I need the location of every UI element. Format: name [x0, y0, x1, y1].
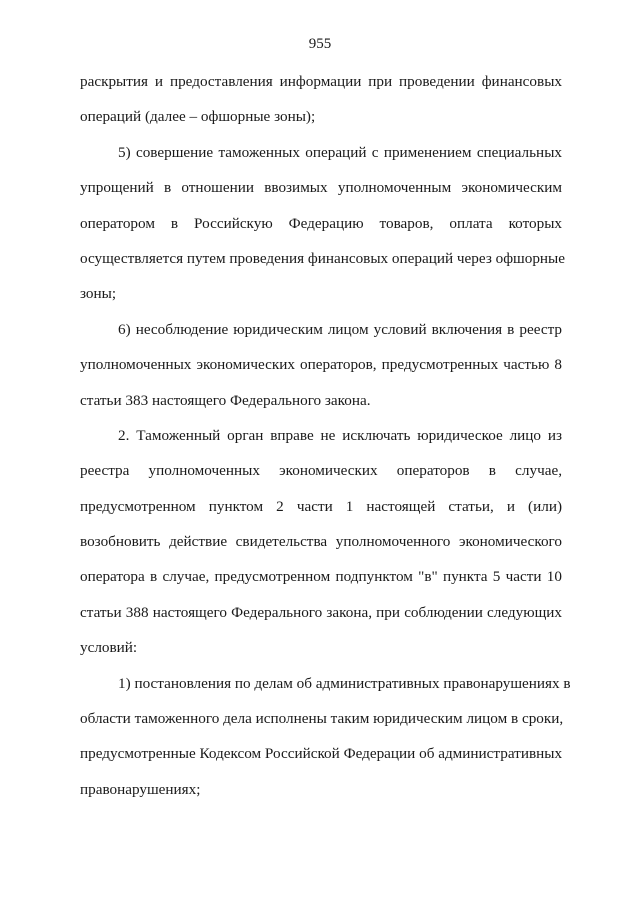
- text-line: оператора в случае, предусмотренном подпунктом "в" пункта 5 части 10: [80, 568, 562, 586]
- text-line: осуществляется путем проведения финансовых операций через офшорные: [80, 249, 565, 267]
- text-line: зоны;: [80, 285, 117, 303]
- text-line: условий:: [80, 639, 138, 657]
- text-line: оператором в Российскую Федерацию товаров, оплата которых: [80, 214, 562, 232]
- text-line: раскрытия и предоставления информации при проведении финансовых: [80, 73, 562, 90]
- text-line: статьи 388 настоящего Федерального закона, при соблюдении следующих: [80, 603, 562, 621]
- text-line: статьи 383 настоящего Федерального закона.: [80, 391, 371, 409]
- text-line: операций (далее – офшорные зоны);: [80, 108, 316, 126]
- text-line: правонарушениях;: [80, 780, 201, 798]
- text-line: 5) совершение таможенных операций с применением специальных: [118, 143, 562, 161]
- text-line: 2. Таможенный орган вправе не исключать юридическое лицо из: [118, 426, 562, 444]
- document-body: [80, 64, 571, 807]
- text-line: уполномоченных экономических операторов, предусмотренных частью 8: [80, 356, 562, 374]
- text-line: возобновить действие свидетельства уполномоченного экономического: [80, 533, 562, 551]
- text-line: 1) постановления по делам об административных правонарушениях в: [118, 674, 571, 692]
- text-line: предусмотренном пунктом 2 части 1 настоящей статьи, и (или): [80, 497, 562, 515]
- page-number: 955: [308, 36, 332, 52]
- text-line: упрощений в отношении ввозимых уполномоченным экономическим: [80, 179, 562, 197]
- text-line: 6) несоблюдение юридическим лицом условий включения в реестр: [118, 320, 562, 338]
- text-line: реестра уполномоченных экономических операторов в случае,: [80, 462, 562, 480]
- text-line: области таможенного дела исполнены таким юридическим лицом в сроки,: [80, 710, 564, 728]
- text-line: предусмотренные Кодексом Российской Федерации об административных: [80, 745, 563, 763]
